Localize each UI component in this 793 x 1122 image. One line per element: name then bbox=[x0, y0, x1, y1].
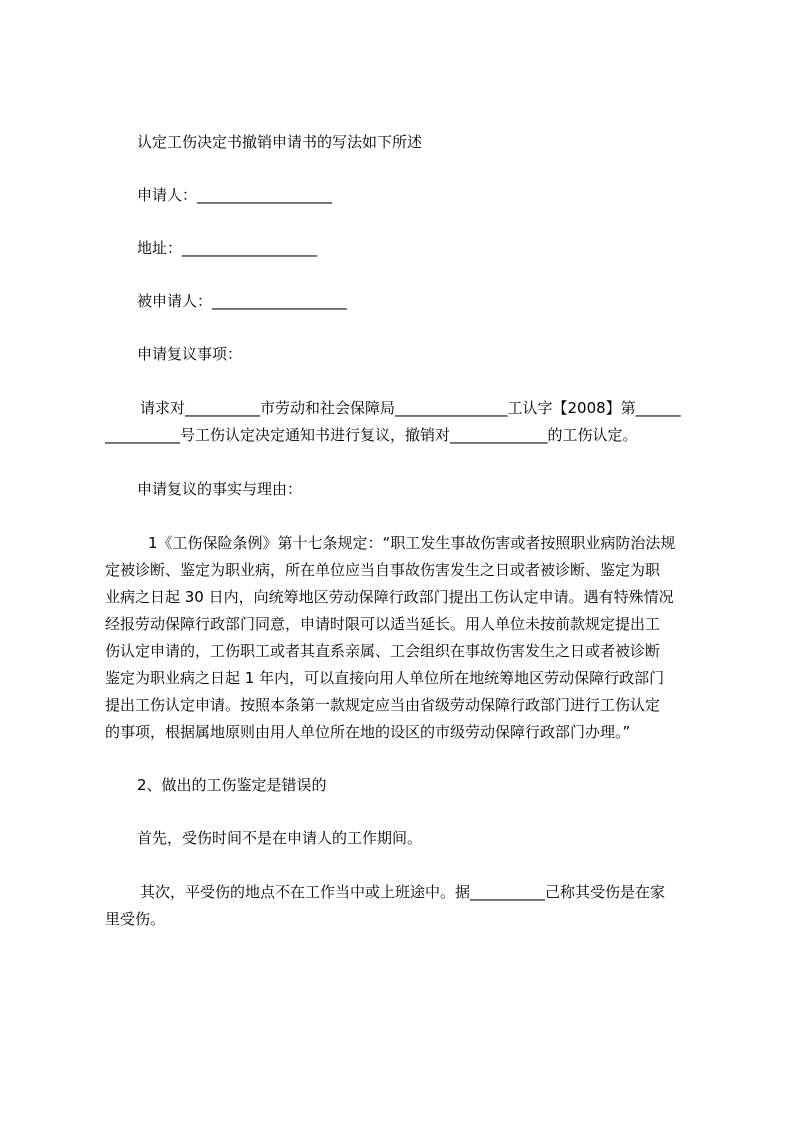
respondent-field: 被申请人：__________________ bbox=[137, 292, 348, 310]
regulation-line-8: 的事项，根据属地原则由用人单位所在地的设区的市级劳动保障行政部门办理。” bbox=[105, 723, 631, 741]
review-matters-heading: 申请复议事项： bbox=[137, 345, 243, 363]
request-line-1: 请求对__________市劳动和社会保障局_______________工认字【2008】第______ bbox=[140, 399, 681, 417]
document-title: 认定工伤决定书撤销申请书的写法如下所述 bbox=[137, 133, 423, 151]
request-line-2: __________号工伤认定决定通知书进行复议，撤销对_____________的工伤认定。 bbox=[105, 426, 638, 444]
second-point-line-1: 其次，平受伤的地点不在工作当中或上班途中。据__________己称其受伤是在家 bbox=[140, 883, 666, 901]
regulation-line-4: 经报劳动保障行政部门同意，申请时限可以适当延长。用人单位未按前款规定提出工 bbox=[105, 615, 661, 633]
address-field: 地址：__________________ bbox=[137, 239, 318, 257]
facts-heading: 申请复议的事实与理由： bbox=[137, 480, 303, 498]
regulation-line-5: 伤认定申请的，工伤职工或者其直系亲属、工会组织在事故伤害发生之日或者被诊断 bbox=[105, 642, 661, 660]
regulation-line-2: 定被诊断、鉴定为职业病，所在单位应当自事故伤害发生之日或者被诊断、鉴定为职 bbox=[105, 561, 661, 579]
point-2: 2、做出的工伤鉴定是错误的 bbox=[137, 776, 327, 794]
applicant-field: 申请人：__________________ bbox=[137, 186, 333, 204]
regulation-line-7: 提出工伤认定申请。按照本条第一款规定应当由省级劳动保障行政部门进行工伤认定 bbox=[105, 696, 661, 714]
regulation-line-6: 鉴定为职业病之日起 1 年内，可以直接向用人单位所在地统筹地区劳动保障行政部门 bbox=[105, 669, 665, 687]
regulation-line-1: 1《工伤保险条例》第十七条规定：“职工发生事故伤害或者按照职业病防治法规 bbox=[148, 534, 676, 552]
second-point-line-2: 里受伤。 bbox=[105, 910, 166, 928]
regulation-line-3: 业病之日起 30 日内，向统筹地区劳动保障行政部门提出工伤认定申请。遇有特殊情况 bbox=[105, 588, 674, 606]
first-point: 首先，受伤时间不是在申请人的工作期间。 bbox=[137, 829, 423, 847]
